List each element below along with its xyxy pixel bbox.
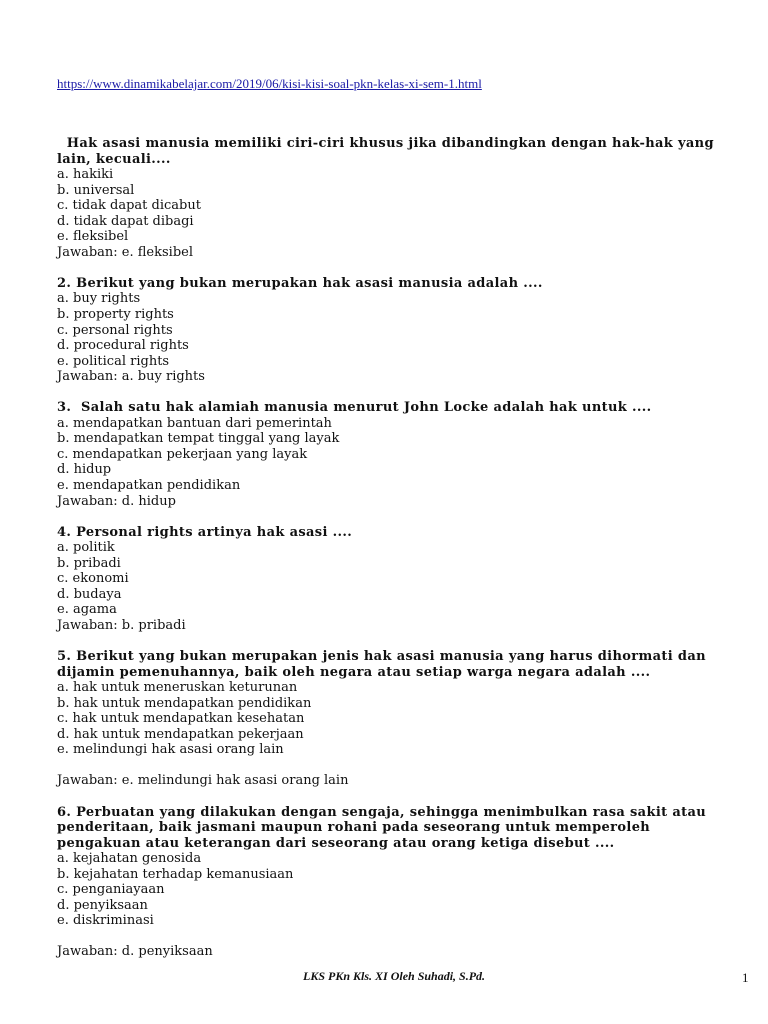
answer-key: Jawaban: b. pribadi: [57, 617, 186, 633]
answer-option: a. politik: [57, 540, 115, 556]
source-url-link[interactable]: https://www.dinamikabelajar.com/2019/06/kisi-kisi-soal-pkn-kelas-xi-sem-1.html: [57, 76, 482, 91]
page-footer: LKS PKn Kls. XI Oleh Suhadi, S.Pd.: [303, 969, 486, 983]
answer-option: c. ekonomi: [57, 571, 129, 587]
answer-key: Jawaban: e. fleksibel: [57, 244, 193, 260]
question-text: 6. Perbuatan yang dilakukan dengan sengaja, sehingga menimbulkan rasa sakit atau: [57, 804, 707, 820]
question-text: dijamin pemenuhannya, baik oleh negara atau setiap warga negara adalah ....: [57, 664, 651, 680]
answer-option: b. pribadi: [57, 555, 121, 571]
answer-option: c. tidak dapat dicabut: [57, 198, 201, 214]
answer-option: c. hak untuk mendapatkan kesehatan: [57, 711, 305, 727]
answer-option: e. agama: [57, 602, 117, 618]
answer-option: d. penyiksaan: [57, 897, 148, 913]
page-number: 1: [742, 970, 749, 985]
answer-option: b. universal: [57, 182, 135, 198]
blank-line: [57, 260, 757, 276]
answer-option: b. kejahatan terhadap kemanusiaan: [57, 866, 294, 882]
answer-key: Jawaban: d. hidup: [57, 493, 176, 509]
answer-option: d. budaya: [57, 586, 122, 602]
answer-option: e. melindungi hak asasi orang lain: [57, 742, 284, 758]
question-text: 4. Personal rights artinya hak asasi ....: [57, 524, 353, 540]
answer-option: b. hak untuk mendapatkan pendidikan: [57, 695, 312, 711]
answer-option: c. personal rights: [57, 322, 173, 338]
answer-key: Jawaban: e. melindungi hak asasi orang lain: [57, 773, 349, 789]
question-text: penderitaan, baik jasmani maupun rohani pada seseorang untuk memperoleh: [57, 820, 651, 836]
blank-line: [57, 789, 757, 805]
blank-line: [57, 385, 757, 401]
question-text: 5. Berikut yang bukan merupakan jenis hak asasi manusia yang harus dihormati dan: [57, 649, 706, 665]
blank-line: [57, 758, 757, 774]
question-list: [57, 136, 757, 960]
question-text: Hak asasi manusia memiliki ciri-ciri khusus jika dibandingkan dengan hak-hak yang: [57, 136, 714, 151]
question-block: [57, 649, 757, 789]
answer-option: c. penganiayaan: [57, 882, 165, 898]
blank-line: [57, 509, 757, 525]
answer-option: b. mendapatkan tempat tinggal yang layak: [57, 431, 340, 447]
question-block: [57, 276, 757, 385]
answer-option: a. mendapatkan bantuan dari pemerintah: [57, 415, 332, 431]
question-text: 2. Berikut yang bukan merupakan hak asasi manusia adalah ....: [57, 275, 543, 291]
blank-line: [57, 634, 757, 650]
question-text: pengakuan atau keterangan dari seseorang atau orang ketiga disebut ....: [57, 835, 615, 851]
question-text: 3. Salah satu hak alamiah manusia menurut John Locke adalah hak untuk ....: [57, 400, 652, 416]
answer-option: a. kejahatan genosida: [57, 851, 202, 867]
blank-line: [57, 929, 757, 945]
question-block: [57, 525, 757, 634]
question-block: [57, 400, 757, 509]
question-text: lain, kecuali....: [57, 151, 171, 167]
answer-option: e. political rights: [57, 353, 170, 369]
answer-option: b. property rights: [57, 307, 174, 323]
answer-option: d. procedural rights: [57, 338, 189, 354]
answer-option: a. buy rights: [57, 291, 141, 307]
answer-option: d. tidak dapat dibagi: [57, 213, 194, 229]
answer-option: e. diskriminasi: [57, 913, 154, 929]
answer-option: c. mendapatkan pekerjaan yang layak: [57, 446, 308, 462]
answer-option: e. mendapatkan pendidikan: [57, 478, 241, 494]
answer-option: e. fleksibel: [57, 229, 129, 245]
answer-option: d. hidup: [57, 462, 112, 478]
answer-option: a. hak untuk meneruskan keturunan: [57, 680, 298, 696]
answer-option: d. hak untuk mendapatkan pekerjaan: [57, 726, 304, 742]
answer-key: Jawaban: a. buy rights: [57, 369, 205, 385]
question-block: [57, 805, 757, 960]
question-block: [57, 136, 757, 260]
answer-option: a. hakiki: [57, 167, 114, 183]
answer-key: Jawaban: d. penyiksaan: [57, 944, 213, 960]
